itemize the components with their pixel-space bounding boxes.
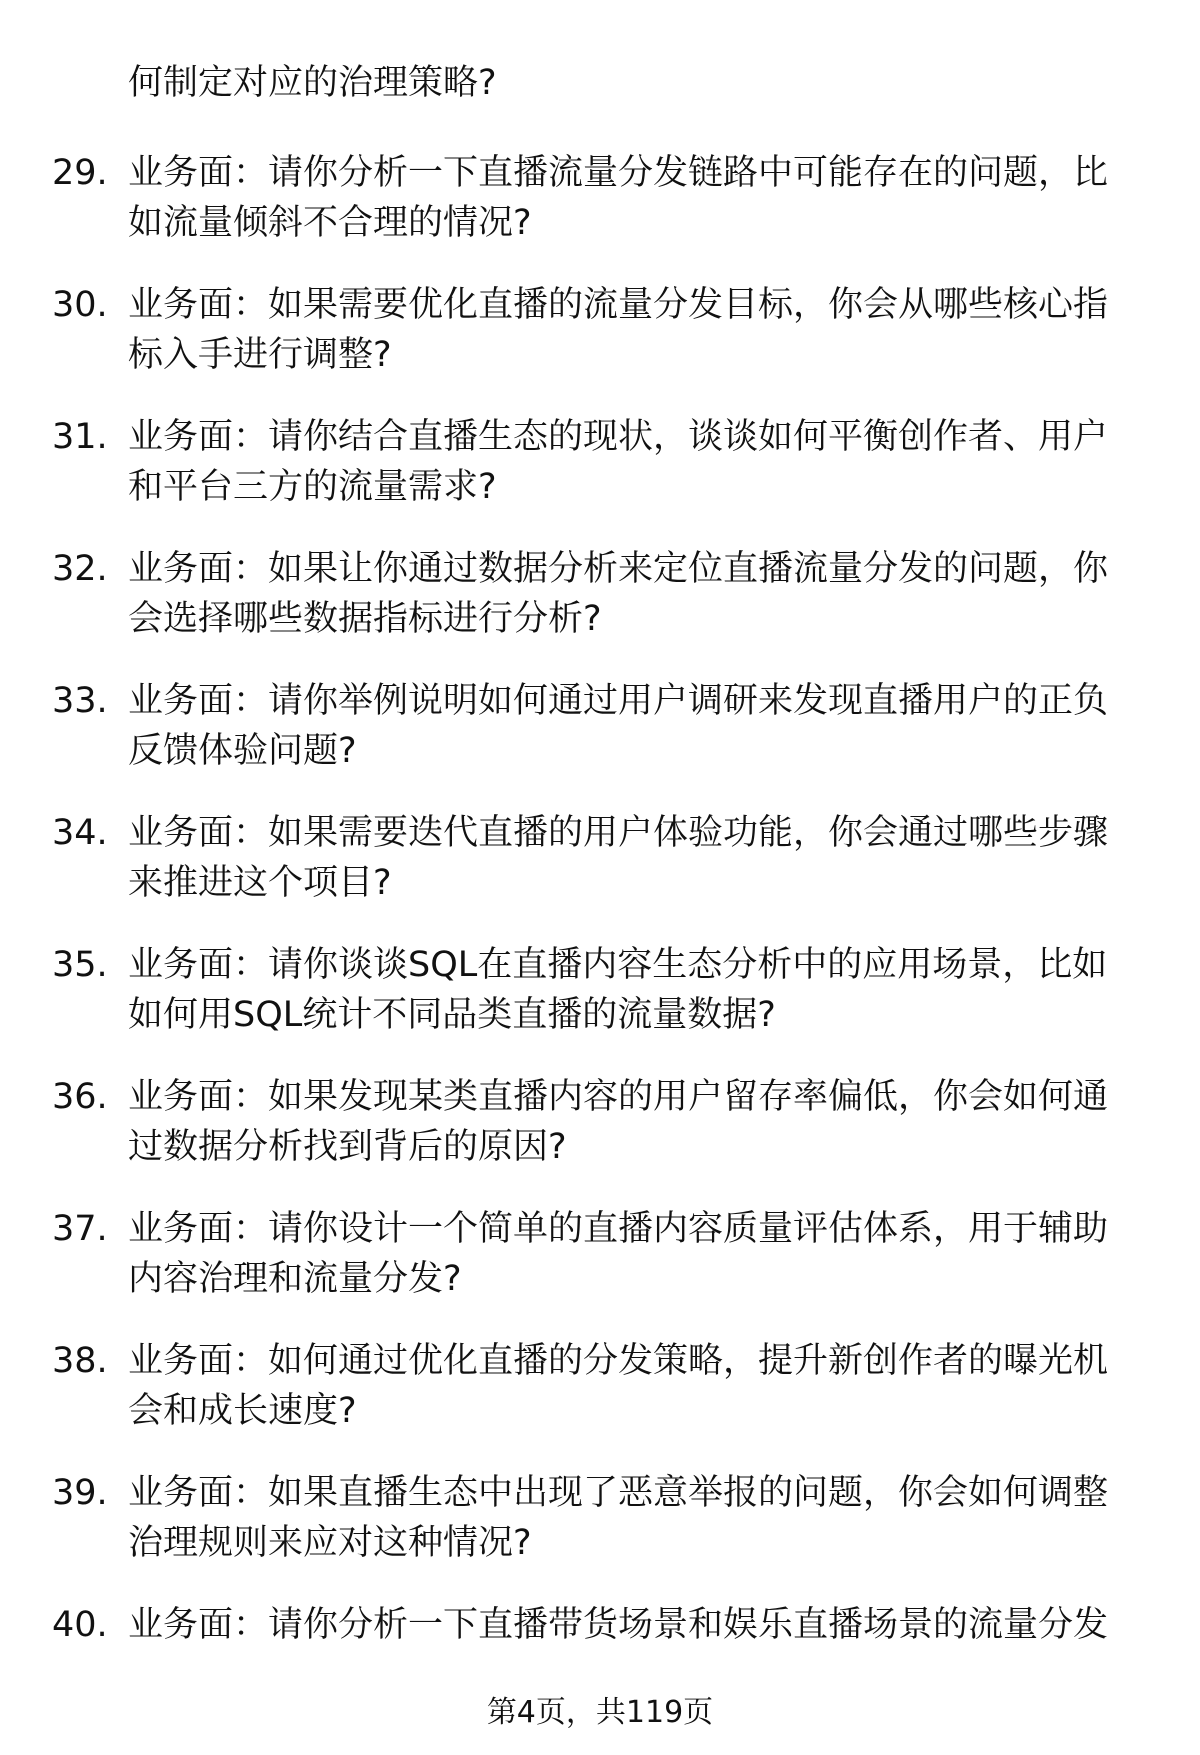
question-text: 业务面：请你谈谈SQL在直播内容生态分析中的应用场景，比如如何用SQL统计不同品类直播的流量数据? (128, 945, 1108, 1035)
question-text: 业务面：请你分析一下直播带货场景和娱乐直播场景的流量分发 (128, 1605, 1109, 1645)
question-number: 38. (52, 1341, 108, 1381)
question-item (0, 1064, 1200, 1196)
question-item (0, 536, 1200, 668)
question-list (0, 140, 1200, 1724)
question-number: 32. (52, 549, 108, 589)
question-text: 业务面：如果需要迭代直播的用户体验功能，你会通过哪些步骤来推进这个项目? (128, 813, 1109, 903)
question-number: 37. (52, 1209, 108, 1249)
question-text: 业务面：如果需要优化直播的流量分发目标，你会从哪些核心指标入手进行调整? (128, 285, 1109, 375)
continuation-text: 何制定对应的治理策略? (128, 63, 497, 103)
question-text: 业务面：如果让你通过数据分析来定位直播流量分发的问题，你会选择哪些数据指标进行分析? (128, 549, 1109, 639)
question-text: 业务面：请你设计一个简单的直播内容质量评估体系，用于辅助内容治理和流量分发? (128, 1209, 1109, 1299)
question-number: 30. (52, 285, 108, 325)
question-number: 35. (52, 945, 108, 985)
page-footer: 第4页，共119页 (486, 1695, 714, 1730)
question-text: 业务面：如何通过优化直播的分发策略，提升新创作者的曝光机会和成长速度? (128, 1341, 1109, 1431)
question-number: 33. (52, 681, 108, 721)
question-item (0, 1328, 1200, 1460)
question-number: 29. (52, 153, 108, 193)
question-number: 31. (52, 417, 108, 457)
question-item (0, 1460, 1200, 1592)
question-number: 39. (52, 1473, 108, 1513)
question-text: 业务面：如果直播生态中出现了恶意举报的问题，你会如何调整治理规则来应对这种情况? (128, 1473, 1109, 1563)
question-item (0, 932, 1200, 1064)
question-item (0, 800, 1200, 932)
question-text: 业务面：请你结合直播生态的现状，谈谈如何平衡创作者、用户和平台三方的流量需求? (128, 417, 1109, 507)
question-item (0, 668, 1200, 800)
question-item (0, 1196, 1200, 1328)
question-text: 业务面：请你举例说明如何通过用户调研来发现直播用户的正负反馈体验问题? (128, 681, 1109, 771)
question-item (0, 140, 1200, 272)
question-number: 36. (52, 1077, 108, 1117)
question-item (0, 404, 1200, 536)
question-text: 业务面：如果发现某类直播内容的用户留存率偏低，你会如何通过数据分析找到背后的原因? (128, 1077, 1109, 1167)
question-number: 40. (52, 1605, 108, 1645)
question-number: 34. (52, 813, 108, 853)
question-text: 业务面：请你分析一下直播流量分发链路中可能存在的问题，比如流量倾斜不合理的情况? (128, 153, 1109, 243)
question-item (0, 272, 1200, 404)
